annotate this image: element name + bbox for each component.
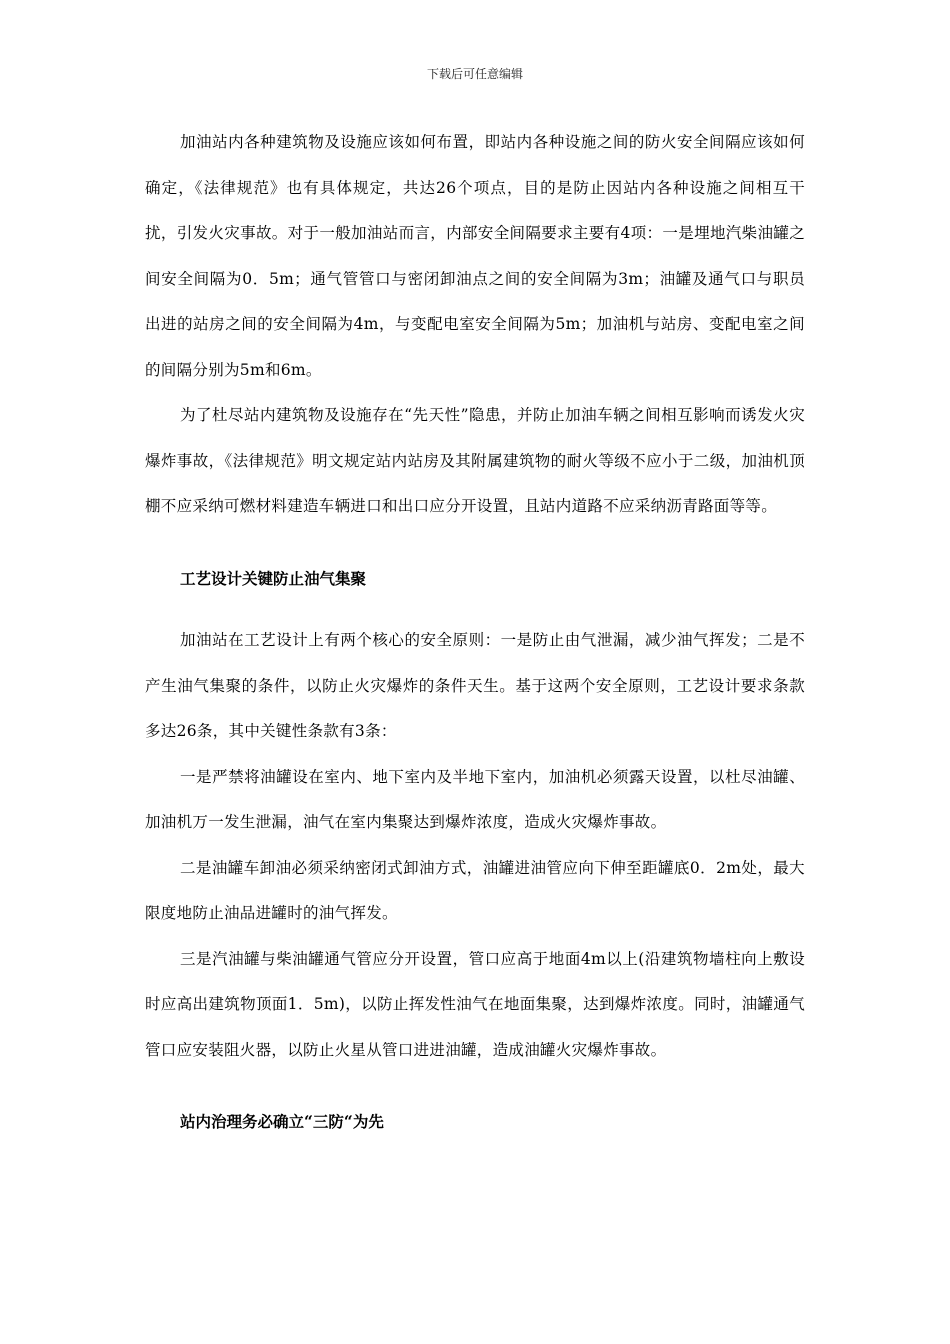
paragraph-rule-one: 一是严禁将油罐设在室内、地下室内及半地下室内，加油机必须露天设置，以杜尽油罐、加油机万一发生泄漏，油气在室内集聚达到爆炸浓度，造成火灾爆炸事故。 [145, 767, 805, 831]
paragraph-rule-three: 三是汽油罐与柴油罐通气管应分开设置，管口应高于地面4m以上(沿建筑物墙柱向上敷设时应高出建筑物顶面1．5m)，以防止挥发性油气在地面集聚，达到爆炸浓度。同时，油罐通气管口应安装阻火器，以防止火星从管口进进油罐，造成油罐火灾爆炸事故。 [145, 949, 805, 1059]
spacer [145, 530, 805, 556]
document-body [145, 120, 805, 1145]
page-header: 下载后可任意编辑 [426, 67, 523, 81]
spacer [145, 1073, 805, 1099]
spacer [145, 601, 805, 618]
paragraph-building-requirements: 为了杜尽站内建筑物及设施存在“先天性”隐患，并防止加油车辆之间相互影响而诱发火灾爆炸事故，《法律规范》明文规定站内站房及其附属建筑物的耐火等级不应小于二级，加油机顶棚不应采纳可燃材料建造车辆进口和出口应分开设置，且站内道路不应采纳沥青路面等等。 [145, 406, 805, 515]
paragraph-internal-spacing: 加油站内各种建筑物及设施应该如何布置，即站内各种设施之间的防火安全间隔应该如何确定，《法律规范》也有具体规定，共达26个项点，目的是防止因站内各种设施之间相互干扰，引发火灾事故。对于一般加油站而言，内部安全间隔要求主要有4项：一是埋地汽柴油罐之间安全间隔为0．5m；通气管管口与密闭卸油点之间的安全间隔为3m；油罐及通气口与职员出进的站房之间的安全间隔为4m，与变配电室安全间隔为5m；加油机与站房、变配电室之间的间隔分别为5m和6m。 [145, 133, 805, 379]
paragraph-safety-principles: 加油站在工艺设计上有两个核心的安全原则：一是防止由气泄漏，减少油气挥发；二是不产生油气集聚的条件，以防止火灾爆炸的条件天生。基于这两个安全原则，工艺设计要求条款多达26条，其中关键性条款有3条： [145, 631, 805, 740]
paragraph-rule-two: 二是油罐车卸油必须采纳密闭式卸油方式，油罐进油管应向下伸至距罐底0．2m处，最大限度地防止油品进罐时的油气挥发。 [145, 858, 805, 922]
section-heading-process-design: 工艺设计关键防止油气集聚 [180, 568, 367, 588]
section-heading-station-management: 站内治理务必确立“三防“为先 [180, 1112, 384, 1131]
